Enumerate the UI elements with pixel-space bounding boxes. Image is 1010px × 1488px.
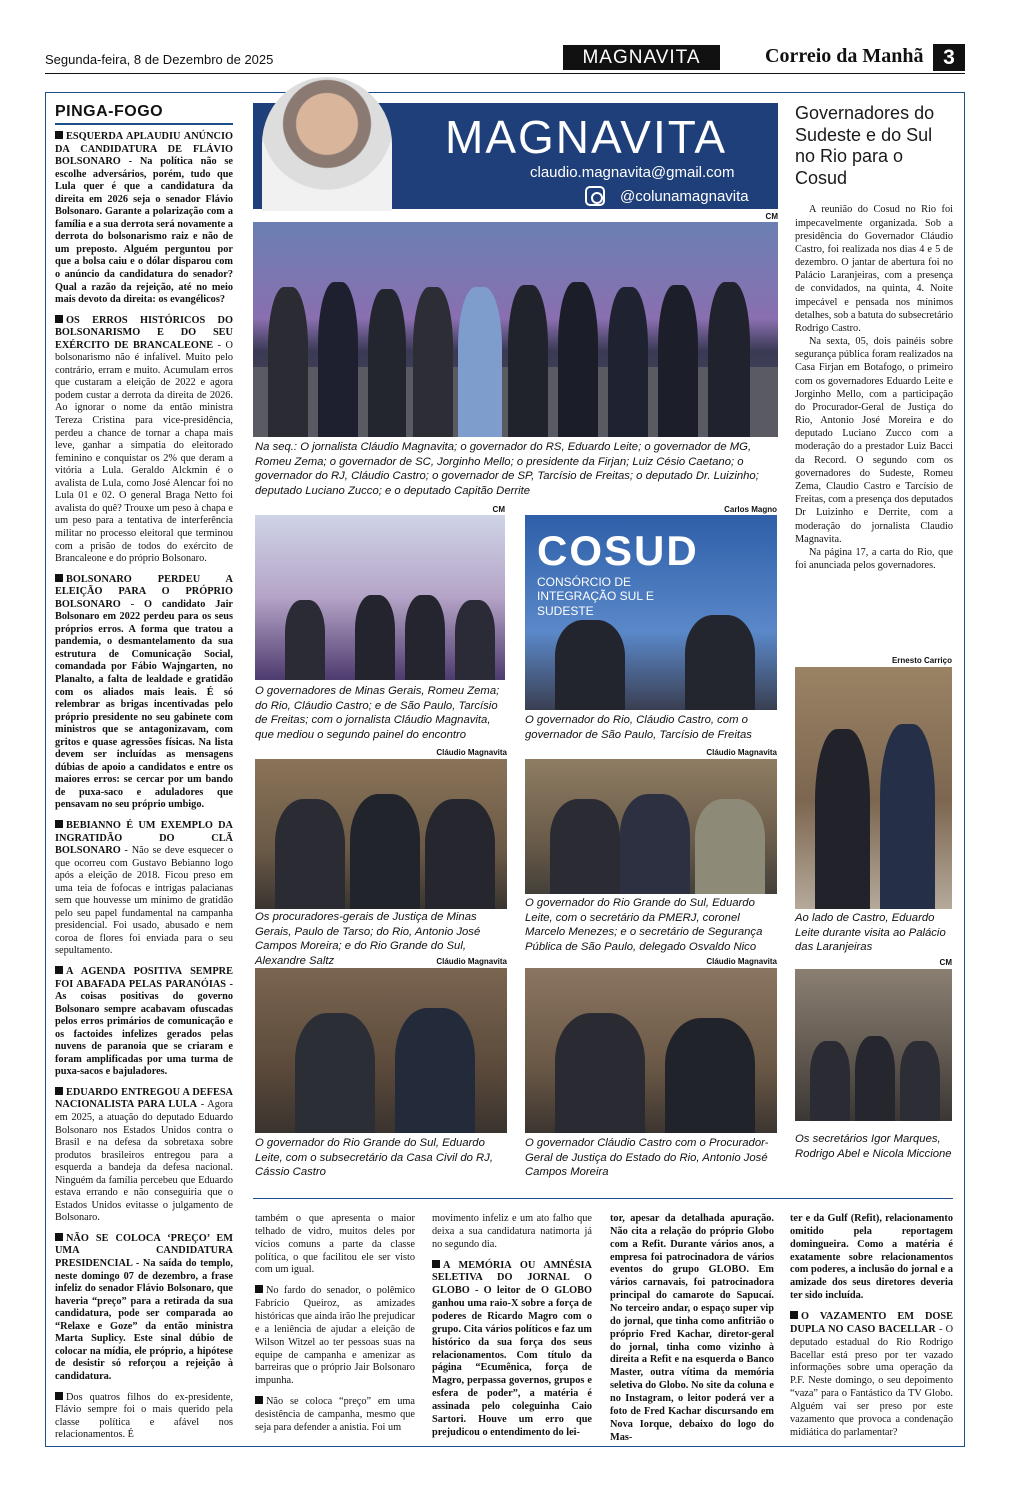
panel-photo-caption: O governadores de Minas Gerais, Romeu Zema; do Rio, Cláudio Castro; e de São Paulo, Tarcísio de Freitas; com o jornalista Cláudio Magnavita, que mediou o segundo painel do encontro	[255, 685, 500, 742]
rs-pmerj-photo	[525, 759, 777, 894]
bullet-square-icon	[55, 131, 63, 139]
pinga-fogo-item: ESQUERDA APLAUDIU ANÚNCIO DA CANDIDATURA DE FLÁVIO BOLSONARO - Na política não se escolhe adversários, porém, tudo que Lula quer é que a candidatura da direita em 2026 seja o senador Flávio Bolsonaro. Garante a polarização com a família e a sua derrota será novamente a derrota do bolsonarismo raiz e não de um preposto. Alguém perguntou por que a bolsa caiu e o dólar disparou com o anúncio da candidatura do senador? Qual a razão da rejeição, até no meio mais devoto da direita: os evangélicos?	[55, 131, 233, 306]
text-paragraph: O VAZAMENTO EM DOSE DUPLA NO CASO BACELLAR - O deputado estadual do Rio Rodrigo Bacellar está preso por ter vazado informações sobre uma operação da P.F. Neste domingo, o seu depoimento “vaza” para o Fantástico da TV Globo. Alguém vai ser preso por este vazamento que provoca a condenação midiática do parlamentar?	[790, 1311, 954, 1438]
cosud-paragraph: A reunião do Cosud no Rio foi impecavelmente organizada. Sob a presidência do Governador Cláudio Castro, foi realizada nos dias 4 e 5 de dezembro. O jantar de abertura foi no Palácio Laranjeiras, com a presença de convidados, na quinta, 4. Noite impecável e pensada nos mínimos detalhes, sob a batuta do subsecretário Rodrigo Castro.	[795, 204, 953, 334]
cosud-stage-photo	[525, 515, 777, 710]
photo-credit: Cláudio Magnavita	[436, 748, 507, 757]
pinga-fogo-item: OS ERROS HISTÓRICOS DO BOLSONARISMO E DO SEU EXÉRCITO DE BRANCALEONE - O bolsonarismo não é infalível. Muito pelo contrário, erram e muito. Acumulam erros que custaram a eleição de 2022 e agora podem custar a derrota da direita de 2026. Ao ignorar o nome da então ministra Tereza Cristina para vice-presidência, perdeu a chance de tornar a chapa mais leve, ganhar a simpatia do eleitorado feminino e conquistar os 2% que deram a vitória a Lula. Geraldo Alckmin é o avalista de Lula, como José Alencar foi no Lula 01 e 02. O general Braga Netto foi avalista do quê? Trouxe um peso à chapa e um peso para a tentativa de interferência militar no processo eleitoral que terminou com a prisão de todos do exército de Brancaleone e do próprio Bolsonaro.	[55, 314, 233, 565]
text-paragraph: No fardo do senador, o polêmico Fabrício Queiroz, as amizades históricas que ainda irão lhe prejudicar e a leniência de ajudar a eleição de Wilson Witzel ao ter pessoas suas na equipe de campanha e amenizar as barreiras que o próprio Jair Bolsonaro impunha.	[255, 1285, 415, 1387]
bottom-column-1	[255, 1213, 415, 1435]
bullet-square-icon	[55, 315, 63, 323]
photo-credit: CM	[492, 505, 505, 514]
leite-cassio-caption: O governador do Rio Grande do Sul, Eduardo Leite, com o subsecretário da Casa Civil do RJ, Cássio Castro	[255, 1137, 493, 1179]
instagram-icon	[585, 186, 605, 206]
pinga-fogo-title: PINGA-FOGO	[55, 103, 233, 125]
bullet-square-icon	[790, 1311, 798, 1319]
bullet-square-icon	[55, 966, 63, 974]
columnist-email[interactable]: claudio.magnavita@gmail.com	[530, 164, 735, 181]
procuradores-caption: Os procuradores-gerais de Justiça de Minas Gerais, Paulo de Tarso; do Rio, Antonio José Campos Moreira; e do Rio Grande do Sul, Alexandre Saltz	[255, 911, 481, 968]
newspaper-logo: Correio da Manhã	[765, 45, 924, 67]
bullet-square-icon	[55, 820, 63, 828]
edition-date: Segunda-feira, 8 de Dezembro de 2025	[45, 52, 274, 67]
bottom-column-4	[790, 1213, 953, 1440]
pinga-fogo-item: NÃO SE COLOCA ‘PREÇO’ EM UMA CANDIDATURA PRESIDENCIAL - Na saída do templo, neste domingo 07 de dezembro, a frase infeliz do senador Flávio Bolsonaro, que haveria “preço” para a retirada da sua candidatura, pode ser comparada ao “Relaxe e Goze” da então ministra Marta Suplicy. Este sinal dúbio de colocar na mídia, ele próprio, a hipótese de desistir só reforçou a rejeição à candidatura.	[55, 1232, 233, 1382]
rs-pmerj-caption: O governador do Rio Grande do Sul, Eduardo Leite, com o secretário da PMERJ, coronel Marcelo Menezes; e o secretário de Segurança Pública de São Paulo, delegado Osvaldo Nico	[525, 897, 763, 954]
cosud-logo: COSUD	[537, 527, 699, 574]
text-paragraph: Não se coloca “preço” em uma desistência de campanha, mesmo que seja para defender a anistia. Foi um	[255, 1396, 415, 1433]
section-label: MAGNAVITA	[563, 45, 720, 70]
photo-credit: Carlos Magno	[724, 505, 777, 514]
bullet-square-icon	[432, 1260, 440, 1268]
pinga-fogo-item: BEBIANNO É UM EXEMPLO DA INGRATIDÃO DO CLÃ BOLSONARO - Não se deve esquecer o que ocorreu com Gustavo Bebianno logo após a eleição de 2018. Ficou preso em uma teia de fofocas e intrigas palacianas sem que houvesse um mínimo de gratidão pelo seu papel fundamental na campanha presidencial. Foi usado, abusado e nem coroa de flores foi enviada para o seu sepultamento.	[55, 819, 233, 957]
photo-credit: Ernesto Carriço	[891, 656, 952, 665]
bullet-square-icon	[55, 1087, 63, 1095]
bottom-column-2	[432, 1213, 592, 1440]
columnist-photo	[262, 77, 392, 211]
photo-credit: Cláudio Magnavita	[436, 957, 507, 966]
cosud-headline: Governadores do Sudeste e do Sul no Rio para o Cosud	[795, 103, 935, 188]
pinga-fogo-item: BOLSONARO PERDEU A ELEIÇÃO PARA O PRÓPRIO BOLSONARO - O candidato Jair Bolsonaro em 2022 perdeu para os seus próprios erros. A forma que tratou a pandemia, o desmantelamento da sua estrutura de Comunicação Social, comandada por Fábio Wajngarten, no Planalto, a falta de lealdade e gratidão com os aliados mais leais. É só relembrar as brigas incentivadas pelo próprio presidente no seu gabinete com ministros que se antagonizavam, com gritos e quase agressões físicas. Na lista devem ser incluídas as mensagens dúbias de apoio a candidatos e entre os maiores erros: se cercar por um bando de puxa-saco e aduladores que pensavam no seu próprio umbigo.	[55, 573, 233, 811]
secretarios-caption: Os secretários Igor Marques, Rodrigo Abel e Nicola Miccione	[795, 1133, 952, 1160]
castro-moreira-caption: O governador Cláudio Castro com o Procurador-Geral de Justiça do Estado do Rio, Antonio José Campos Moreira	[525, 1137, 769, 1179]
text-paragraph: movimento infeliz e um ato falho que deixa a sua candidatura natimorta já no segundo dia.	[432, 1213, 592, 1250]
group-photo	[253, 222, 778, 437]
bullet-square-icon	[55, 1233, 63, 1241]
cosud-stage-caption: O governador do Rio, Cláudio Castro, com o governador de São Paulo, Tarcísio de Freitas	[525, 714, 752, 741]
cosud-paragraph: Na sexta, 05, dois painéis sobre segurança pública foram realizados na Casa Firjan em Botafogo, o primeiro com os governadores Eduardo Leite e Jorginho Mello, com a participação do Procurador-Geral de Justiça do Rio, Antonio José Moreira e do deputado Luciano Zucco com a moderação do a prestador Luiz Bacci da Record. O segundo com os governadores do Sudeste, Romeu Zema, Claudio Castro e Tarcísio de Freitas, com a presença dos deputados Dr Luizinho e Derrite, com a moderação do jornalista Claudio Magnavita.	[795, 336, 953, 545]
group-photo-caption: Na seq.: O jornalista Cláudio Magnavita; o governador do RS, Eduardo Leite; o governador de MG, Romeu Zema; o governador de SC, Jorginho Mello; o presidente da Firjan; Luiz Césio Caetano; o governador do RJ, Cláudio Castro; o governador de SP, Tarcísio de Freitas; o deputado Dr. Luizinho; deputado Luciano Zucco; e o deputado Capitão Derrite	[255, 441, 759, 498]
photo-credit: Cláudio Magnavita	[706, 957, 777, 966]
header-rule	[45, 73, 965, 74]
photo-credit: Cláudio Magnavita	[706, 748, 777, 757]
leite-cassio-photo	[255, 968, 507, 1133]
instagram-handle[interactable]: @colunamagnavita	[620, 188, 749, 205]
photo-credit: CM	[939, 958, 952, 967]
pinga-fogo-item: A AGENDA POSITIVA SEMPRE FOI ABAFADA PELAS PARANÓIAS - As coisas positivas do governo Bolsonaro sempre acabavam ofuscadas pelos erros primários de comunicação e os factoides infelizes gerados pelas nuvens de paranoia que se criaram e foram amplificadas por uma turma de puxa-sacos e bajuladores.	[55, 966, 233, 1078]
bullet-square-icon	[255, 1285, 263, 1293]
cosud-paragraph: Na página 17, a carta do Rio, que foi anunciada pelos governadores.	[795, 546, 953, 572]
pinga-fogo-item: EDUARDO ENTREGOU A DEFESA NACIONALISTA PARA LULA - Agora em 2025, a atuação do deputado Eduardo Bolsonaro nos Estados Unidos contra o Brasil e na defesa da sobretaxa sobre produtos brasileiros entregou para a esquerda a bandeja da defesa nacional. Ninguém da família percebeu que Eduardo estava errando e não conseguiria que o Estados Unidos evitasse o julgamento de Bolsonaro.	[55, 1086, 233, 1224]
cosud-subtitle: CONSÓRCIO DE INTEGRAÇÃO SUL E SUDESTE	[537, 575, 654, 618]
section-divider	[253, 1198, 953, 1199]
text-paragraph: também o que apresenta o maior telhado de vidro, muitos deles por vícios comuns a parte da classe política, o que facilitou ele ser visto com um igual.	[255, 1213, 415, 1276]
panel-photo	[255, 515, 505, 680]
cosud-article	[795, 103, 953, 572]
column-name: MAGNAVITA	[445, 111, 728, 163]
castro-moreira-photo	[525, 968, 777, 1133]
photo-credit: CM	[765, 212, 778, 221]
bullet-square-icon	[255, 1396, 263, 1404]
castro-leite-caption: Ao lado de Castro, Eduardo Leite durante visita ao Palácio das Laranjeiras	[795, 912, 946, 954]
secretarios-photo	[795, 969, 952, 1121]
pinga-fogo-column	[55, 103, 233, 1450]
bottom-column-3	[610, 1213, 774, 1444]
castro-leite-photo	[795, 667, 952, 909]
text-paragraph: tor, apesar da detalhada apuração. Não cita a relação do próprio Globo com a Refit. Durante vários anos, a empresa foi patrocinadora de vários eventos do grupo GLOBO. Em vários carnavais, foi patrocinadora principal do camarote do Sapucaí. No terceiro andar, o espaço super vip do jornal, que tinha como anfitrião o próprio Fred Kachar, diretor-geral do jornal, tinha como vizinho à direita a Refit e na esquerda o Banco Master, outra vítima da memória seletiva do Globo. No site da coluna e no Instagram, o leitor poderá ver a foto de Fred Kachar discursando em Nova Iorque, debaixo do logo do Mas-	[610, 1213, 774, 1443]
page-number: 3	[933, 44, 965, 71]
text-paragraph: ter e da Gulf (Refit), relacionamento omitido pela reportagem domingueira. Como a matéria é exatamente sobre relacionamentos com poderes, a inclusão do jornal e a amizade dos seus diretores deveria ter sido incluída.	[790, 1213, 953, 1302]
text-paragraph: A MEMÓRIA OU AMNÉSIA SELETIVA DO JORNAL O GLOBO - O leitor de O GLOBO ganhou uma raio-X sobre a força de poderes de Ricardo Magro com o grupo. Cita vários políticos e faz um histórico da sua força dos seus relacionamentos. Com título da página “Ecumênica, força de Magro, perpassa governos, grupos e esfera de poder”, a matéria é assinada pelo coleguinha Caio Sartori. Houve um erro que prejudicou o entendimento do lei-	[432, 1259, 592, 1438]
pinga-fogo-item: Dos quatros filhos do ex-presidente, Flávio sempre foi o mais querido pela classe política e afável nos relacionamentos. É	[55, 1391, 233, 1441]
bullet-square-icon	[55, 1392, 63, 1400]
procuradores-photo	[255, 759, 507, 909]
bullet-square-icon	[55, 574, 63, 582]
